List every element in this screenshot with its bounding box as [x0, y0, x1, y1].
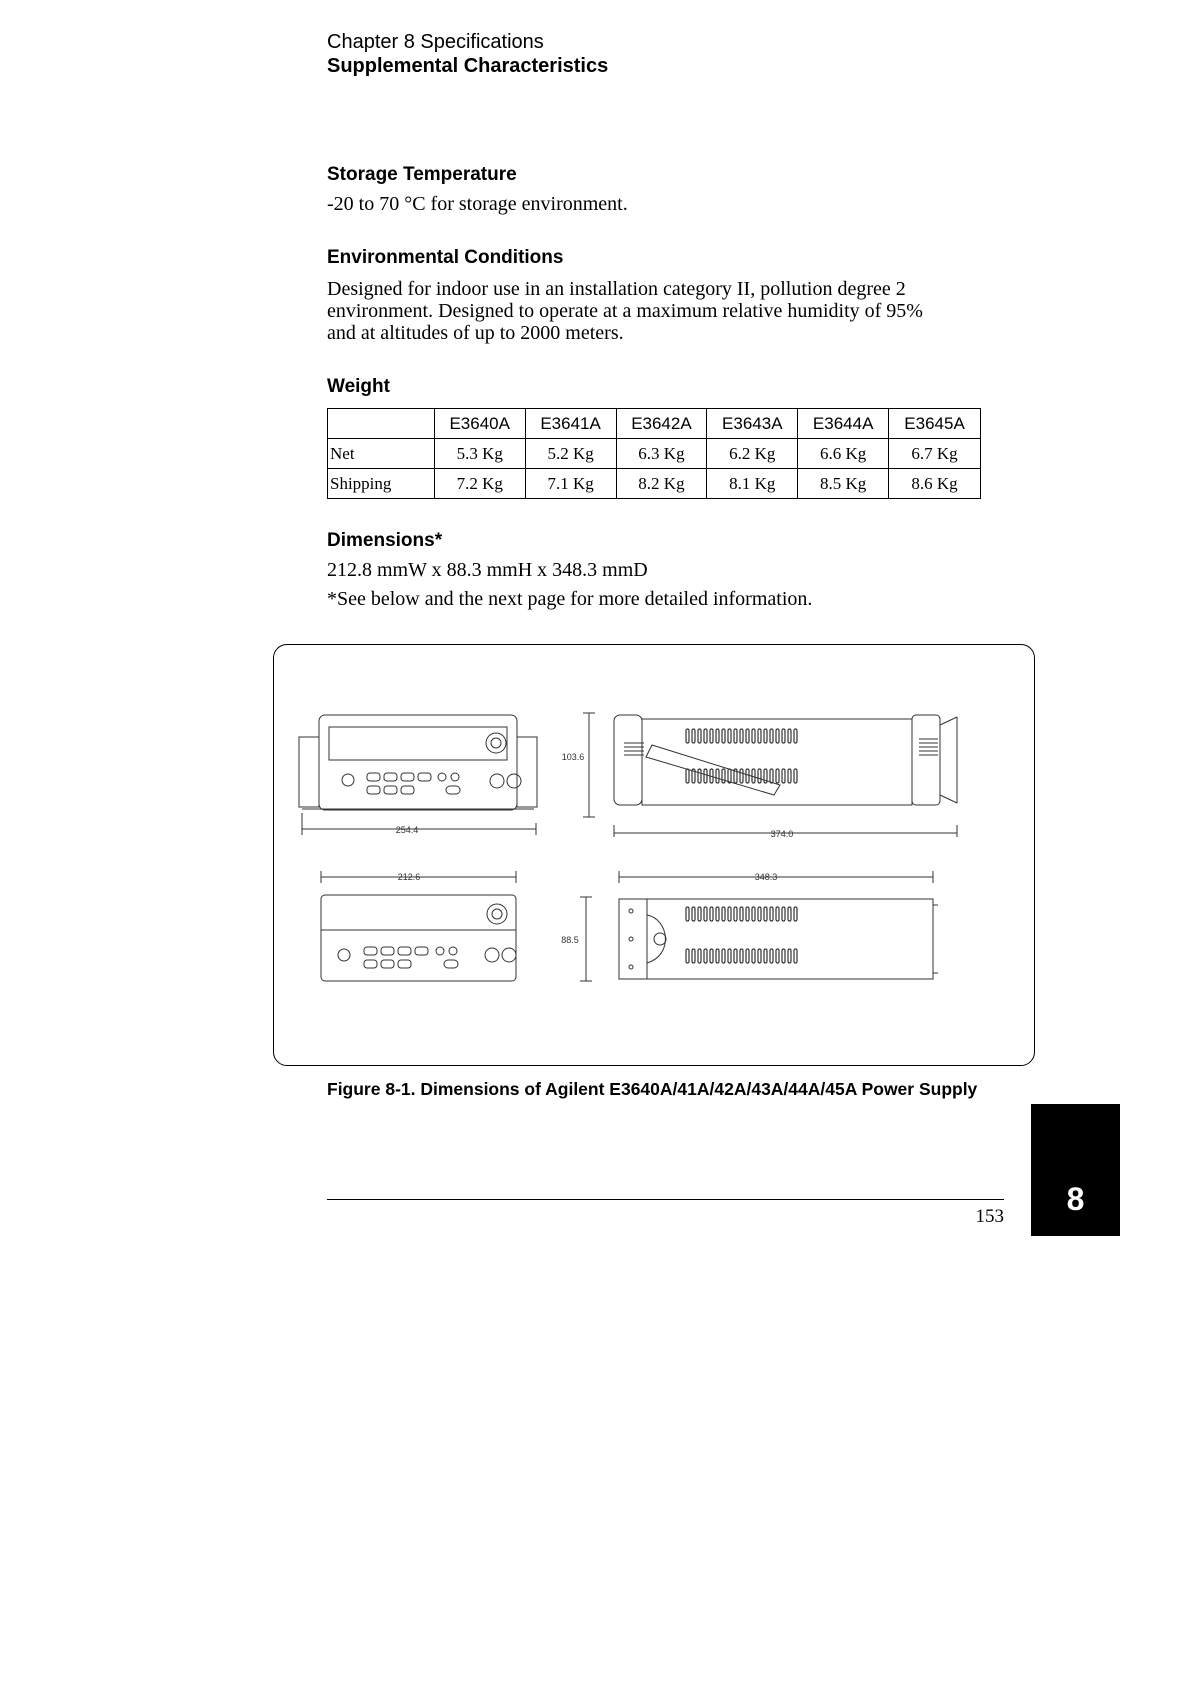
weight-table-header-row [328, 409, 981, 439]
footer-rule [327, 1199, 1004, 1200]
weight-cell: 8.5 Kg [798, 469, 889, 499]
dimension-label-103-6: 103.6 [561, 752, 585, 762]
vent-slot [776, 907, 779, 921]
front-view-with-handle-drawing [299, 715, 537, 835]
vent-slot [692, 949, 695, 963]
weight-cell: 6.3 Kg [616, 439, 707, 469]
dimensions-figure [273, 644, 1035, 1066]
vent-slot [734, 907, 737, 921]
environmental-conditions-heading: Environmental Conditions [327, 247, 564, 268]
running-header-chapter: Chapter 8 Specifications [327, 31, 544, 53]
vent-slot [728, 769, 731, 783]
vent-slot [740, 949, 743, 963]
vent-slot [764, 949, 767, 963]
vent-slot [788, 769, 791, 783]
vent-slot [710, 949, 713, 963]
vent-slot [770, 907, 773, 921]
weight-column-header: E3642A [616, 409, 707, 439]
vent-slot [746, 907, 749, 921]
vent-slot [716, 949, 719, 963]
vent-slot [788, 729, 791, 743]
weight-row-label: Shipping [328, 469, 435, 499]
vent-slot [686, 949, 689, 963]
vent-slot [686, 729, 689, 743]
environmental-conditions-line-1: Designed for indoor use in an installation category II, pollution degree 2 [327, 278, 906, 300]
vent-slot [716, 769, 719, 783]
vent-slot [764, 729, 767, 743]
vent-slot [734, 949, 737, 963]
vent-slot [758, 769, 761, 783]
vent-slot [746, 769, 749, 783]
vent-slot [764, 907, 767, 921]
dimensions-note: *See below and the next page for more detailed information. [327, 588, 813, 610]
vent-slot [740, 769, 743, 783]
weight-cell: 8.2 Kg [616, 469, 707, 499]
vent-slot [752, 907, 755, 921]
vent-slot [728, 907, 731, 921]
front-view-drawing [321, 871, 516, 981]
vent-slot [692, 729, 695, 743]
vent-slot [722, 907, 725, 921]
vent-slot [770, 949, 773, 963]
vent-slot [782, 729, 785, 743]
weight-cell: 7.1 Kg [525, 469, 616, 499]
vent-slot [722, 949, 725, 963]
vent-slot [698, 769, 701, 783]
vent-slot [686, 769, 689, 783]
vent-slot [794, 729, 797, 743]
vent-slot [692, 907, 695, 921]
dimension-drawings [274, 645, 1034, 1065]
vent-slot [770, 769, 773, 783]
vent-slot [710, 729, 713, 743]
dimension-label-348-3: 348.3 [754, 872, 778, 882]
weight-cell: 6.7 Kg [889, 439, 981, 469]
vent-slot [758, 949, 761, 963]
weight-table-row-shipping [328, 469, 981, 499]
weight-table-row-net [328, 439, 981, 469]
weight-cell: 7.2 Kg [434, 469, 525, 499]
vent-slot [794, 769, 797, 783]
weight-table-corner-cell [328, 409, 435, 439]
vent-slot [782, 907, 785, 921]
chapter-tab-number: 8 [1066, 1181, 1085, 1217]
weight-cell: 5.2 Kg [525, 439, 616, 469]
vent-slot [704, 769, 707, 783]
vent-slot [752, 729, 755, 743]
vent-slot [698, 949, 701, 963]
weight-heading: Weight [327, 376, 390, 397]
vent-slot [704, 907, 707, 921]
vent-slot [782, 769, 785, 783]
weight-column-header: E3645A [889, 409, 981, 439]
vent-slot [728, 729, 731, 743]
vent-slot [722, 769, 725, 783]
vent-slot [716, 907, 719, 921]
vent-slot [698, 729, 701, 743]
figure-caption: Figure 8-1. Dimensions of Agilent E3640A/41A/42A/43A/44A/45A Power Supply [327, 1079, 978, 1099]
vent-slot [794, 907, 797, 921]
weight-row-label: Net [328, 439, 435, 469]
weight-column-header: E3644A [798, 409, 889, 439]
vent-slot [788, 907, 791, 921]
environmental-conditions-line-2: environment. Designed to operate at a maximum relative humidity of 95% [327, 300, 923, 322]
vent-slot [770, 729, 773, 743]
dimension-label-212-6: 212.6 [397, 872, 421, 882]
dimension-label-374-0: 374.0 [770, 829, 794, 839]
vent-slot [758, 729, 761, 743]
vent-slot [794, 949, 797, 963]
vent-slot [722, 729, 725, 743]
weight-cell: 6.6 Kg [798, 439, 889, 469]
weight-column-header: E3640A [434, 409, 525, 439]
vent-slot [752, 949, 755, 963]
vent-slot [776, 949, 779, 963]
vent-slot [740, 907, 743, 921]
vent-slot [698, 907, 701, 921]
vent-slot [734, 729, 737, 743]
dimensions-heading: Dimensions* [327, 530, 443, 551]
weight-cell: 8.6 Kg [889, 469, 981, 499]
page-number: 153 [975, 1206, 1004, 1227]
running-header-section: Supplemental Characteristics [327, 55, 609, 77]
vent-slot [788, 949, 791, 963]
vent-slot [752, 769, 755, 783]
vent-slot [776, 769, 779, 783]
dimensions-text: 212.8 mmW x 88.3 mmH x 348.3 mmD [327, 559, 648, 581]
dimension-label-88-5: 88.5 [561, 935, 579, 945]
dimension-label-254-4: 254.4 [395, 825, 419, 835]
weight-column-header: E3643A [707, 409, 798, 439]
vent-slot [704, 729, 707, 743]
vent-slot [704, 949, 707, 963]
vent-slot [716, 729, 719, 743]
vent-slot [776, 729, 779, 743]
chapter-thumb-tab [1031, 1104, 1120, 1236]
weight-cell: 8.1 Kg [707, 469, 798, 499]
vent-slot [746, 949, 749, 963]
vent-slot [746, 729, 749, 743]
weight-table [327, 408, 981, 499]
weight-column-header: E3641A [525, 409, 616, 439]
vent-slot [782, 949, 785, 963]
vent-slot [758, 907, 761, 921]
side-view-drawing [580, 871, 938, 981]
vent-slot [728, 949, 731, 963]
storage-temperature-text: -20 to 70 °C for storage environment. [327, 193, 628, 215]
storage-temperature-heading: Storage Temperature [327, 164, 517, 185]
vent-slot [740, 729, 743, 743]
weight-cell: 5.3 Kg [434, 439, 525, 469]
vent-slot [710, 907, 713, 921]
weight-cell: 6.2 Kg [707, 439, 798, 469]
environmental-conditions-line-3: and at altitudes of up to 2000 meters. [327, 322, 624, 344]
vent-slot [686, 907, 689, 921]
